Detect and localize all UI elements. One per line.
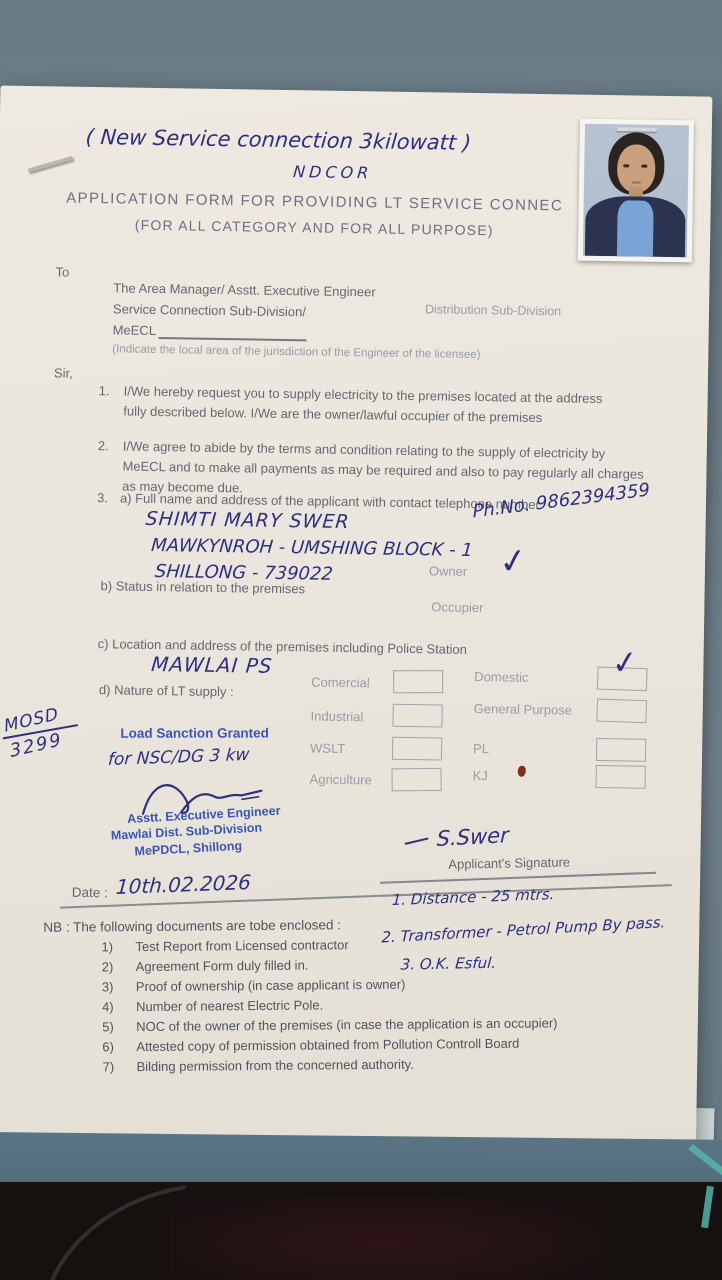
recipient-line3: MeECL: [112, 322, 157, 339]
supply-option-comercial: Comercial: [311, 674, 370, 691]
clause2-line2: MeECL and to make all payments as may be required and also to pay regularly all charges: [122, 458, 644, 482]
domestic-checkmark-icon: ✓: [609, 641, 641, 683]
nb-item-7-number: 7): [102, 1059, 115, 1075]
handwritten-load-note: for NSC/DG 3 kw: [107, 744, 251, 771]
photo-eye-right: [641, 165, 647, 168]
supply-option-industrial: Industrial: [310, 708, 364, 725]
checkbox-agriculture: [392, 768, 442, 792]
nb-item-4-number: 4): [101, 999, 114, 1015]
supply-option-agriculture: Agriculture: [309, 771, 372, 788]
handwritten-mosd-code: MOSD: [2, 704, 61, 737]
handwritten-applicant-address2: SHILLONG - 739022: [153, 561, 334, 585]
salutation: Sir,: [53, 365, 73, 381]
form-title-line1: APPLICATION FORM FOR PROVIDING LT SERVICE CONNEC: [66, 189, 564, 215]
recipient-line2: Service Connection Sub-Division/: [112, 301, 307, 320]
nb-item-2: Agreement Form duly filled in.: [135, 957, 309, 975]
handwritten-date: 10th.02.2026: [115, 869, 252, 900]
clause3-number: 3.: [96, 490, 108, 506]
application-form-page: [0, 86, 712, 1159]
teal-cable-end: [701, 1186, 714, 1229]
clause3a-label: a) Full name and address of the applicant with contact telephone number: [119, 490, 540, 513]
clause2-line1: I/We agree to abide by the terms and condition relating to the supply of electricity by: [122, 438, 606, 462]
nb-item-6-number: 6): [102, 1039, 115, 1055]
owner-checkmark-icon: ✓: [496, 539, 531, 584]
clause3c-label: c) Location and address of the premises including Police Station: [97, 636, 468, 657]
clause1-line1: I/We hereby request you to supply electricity to the premises located at the address: [123, 383, 603, 407]
handwritten-enclosure-note2: 2. Transformer - Petrol Pump By pass.: [381, 913, 666, 947]
checkbox-wslt: [392, 737, 442, 761]
applicant-photo-image: [583, 124, 689, 258]
floor-highlight: [170, 1196, 600, 1280]
photo-staple-icon: [617, 127, 657, 132]
meecl-blank-line: [159, 337, 307, 341]
supply-option-domestic: Domestic: [474, 669, 529, 685]
nb-item-5-number: 5): [102, 1019, 114, 1035]
recipient-line1: The Area Manager/ Asstt. Executive Engineer: [113, 280, 376, 300]
handwritten-header-note2: NDCOR: [292, 162, 374, 183]
nb-item-6: Attested copy of permission obtained from Pollution Controll Board: [136, 1035, 520, 1055]
owner-label: Owner: [428, 563, 468, 579]
handwritten-enclosure-note1: 1. Distance - 25 mtrs.: [391, 885, 555, 910]
nb-item-4: Number of nearest Electric Pole.: [135, 997, 324, 1015]
mosd-reference: [2, 701, 83, 762]
engineer-stamp-title: Asstt. Executive Engineer: [126, 803, 281, 826]
clause1-line2: fully described below. I/We are the owner/lawful occupier of the premises: [123, 403, 543, 426]
recipient-line2b: Distribution Sub-Division: [424, 302, 562, 319]
nb-item-7: Bilding permission from the concerned authority.: [136, 1056, 414, 1075]
ink-blot: [518, 766, 526, 777]
nb-item-1-number: 1): [101, 939, 114, 955]
supply-option-pl: PL: [473, 741, 490, 757]
photo-eye-left: [623, 164, 629, 167]
handwritten-enclosure-note3: 3. O.K. Esful.: [400, 953, 497, 974]
signature-dash: [405, 837, 429, 845]
handwritten-signature: S.Swer: [436, 823, 510, 852]
nb-item-5: NOC of the owner of the premises (in case the application is an occupier): [136, 1015, 558, 1035]
nb-item-3: Proof of ownership (in case applicant is owner): [135, 976, 406, 995]
signature-underline: [380, 872, 656, 884]
handwritten-header-note: ( New Service connection 3kilowatt ): [84, 124, 473, 155]
to-label: To: [55, 264, 70, 280]
handwritten-phone: Ph.No. 9862394359: [472, 479, 651, 523]
handwritten-applicant-address1: MAWKYNROH - UMSHING BLOCK - 1: [150, 534, 474, 561]
nb-header: NB : The following documents are tobe enclosed :: [43, 917, 342, 935]
nb-item-1: Test Report from Licensed contractor: [135, 937, 349, 955]
checkbox-kj: [596, 765, 646, 789]
recipient-note: (Indicate the local area of the jurisdiction of the Engineer of the licensee): [112, 343, 481, 362]
supply-option-kj: KJ: [472, 768, 488, 784]
checkbox-industrial: [392, 704, 442, 728]
photo-shirt: [617, 200, 654, 257]
floor-shadow-area: [0, 1182, 722, 1280]
date-label: Date :: [71, 884, 108, 901]
clause2-line3: as may become due.: [122, 478, 243, 496]
handwritten-applicant-name: SHIMTI MARY SWER: [144, 507, 351, 534]
checkbox-general-purpose: [596, 699, 647, 724]
nb-item-3-number: 3): [101, 979, 114, 995]
checkbox-comercial: [393, 670, 443, 693]
supply-option-wslt: WSLT: [309, 740, 346, 757]
clause3d-label: d) Nature of LT supply :: [98, 682, 234, 700]
handwritten-police-station: MAWLAI PS: [150, 651, 274, 678]
applicant-signature-label: Applicant's Signature: [448, 854, 571, 872]
form-title-line2: (FOR ALL CATEGORY AND FOR ALL PURPOSE): [134, 216, 494, 239]
engineer-stamp-org: MePDCL, Shillong: [134, 838, 243, 859]
handwritten-mosd-number: 3299: [8, 729, 65, 762]
applicant-photo: [578, 119, 694, 263]
staple-icon: [28, 156, 73, 173]
load-sanction-stamp: Load Sanction Granted: [120, 725, 269, 741]
photo-mouth: [632, 181, 641, 183]
supply-option-general-purpose: General Purpose: [473, 701, 573, 718]
nb-item-2-number: 2): [101, 959, 114, 975]
occupier-label: Occupier: [431, 599, 484, 616]
clause3b-label: b) Status in relation to the premises: [100, 578, 306, 597]
clause2-number: 2.: [97, 438, 109, 454]
gray-cable: [21, 1185, 207, 1280]
engineer-stamp-office: Mawlai Dist. Sub-Division: [110, 820, 263, 843]
clause1-number: 1.: [98, 383, 110, 399]
checkbox-pl: [596, 738, 646, 762]
